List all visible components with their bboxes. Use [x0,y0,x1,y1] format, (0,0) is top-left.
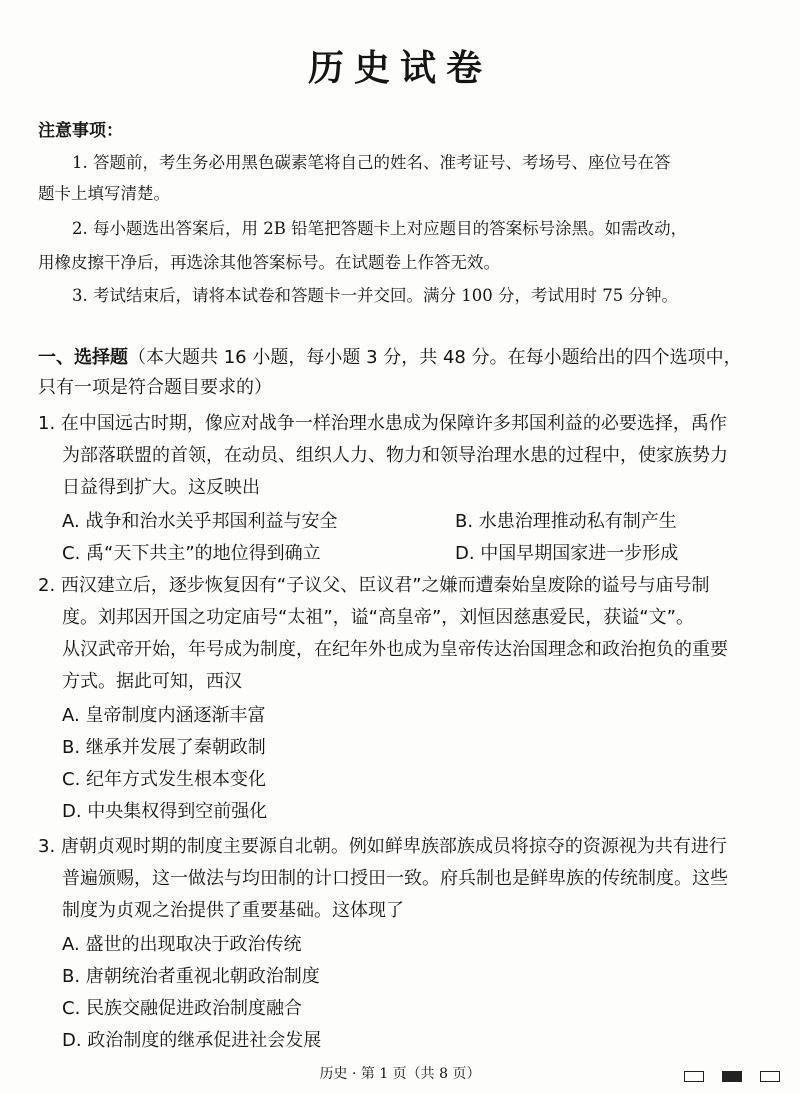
question-3-line: 制度为贞观之治提供了重要基础。这体现了 [62,900,404,921]
marker-box-empty-icon [760,1071,780,1082]
question-2-option-a[interactable]: A. 皇帝制度内涵逐渐丰富 [62,705,266,726]
question-1-line: 为部落联盟的首领，在动员、组织人力、物力和领导治理水患的过程中，使家族势力 [62,445,728,466]
section-description-line2: 只有一项是符合题目要求的） [38,377,272,398]
question-2-option-d[interactable]: D. 中央集权得到空前强化 [62,801,268,822]
question-3-option-a[interactable]: A. 盛世的出现取决于政治传统 [62,934,302,955]
question-2-line: 从汉武帝开始，年号成为制度，在纪年外也成为皇帝传达治国理念和政治抱负的重要 [62,639,728,660]
question-3-option-d[interactable]: D. 政治制度的继承促进社会发展 [62,1030,322,1051]
question-3-line: 3. 唐朝贞观时期的制度主要源自北朝。例如鲜卑族部族成员将掠夺的资源视为共有进行 [38,836,727,857]
question-1-option-a[interactable]: A. 战争和治水关乎邦国利益与安全 [62,511,338,532]
notice-line: 用橡皮擦干净后，再选涂其他答案标号。在试题卷上作答无效。 [38,253,500,272]
question-1-option-d[interactable]: D. 中国早期国家进一步形成 [455,543,679,564]
section-description: （本大题共 16 小题，每小题 3 分，共 48 分。在每小题给出的四个选项中， [128,347,742,368]
question-3-option-b[interactable]: B. 唐朝统治者重视北朝政治制度 [62,966,320,987]
question-2-line: 2. 西汉建立后，逐步恢复因有“子议父、臣议君”之嫌而遭秦始皇废除的谥号与庙号制 [38,575,710,596]
marker-box-empty-icon [684,1071,704,1082]
question-3-option-c[interactable]: C. 民族交融促进政治制度融合 [62,998,303,1019]
question-2-line: 方式。据此可知，西汉 [62,671,242,692]
question-1-option-c[interactable]: C. 禹“天下共主”的地位得到确立 [62,543,321,564]
question-1-line: 日益得到扩大。这反映出 [62,477,260,498]
question-2-option-c[interactable]: C. 纪年方式发生根本变化 [62,769,267,790]
section-heading: 一、选择题 [38,347,128,368]
notice-line: 1. 答题前，考生务必用黑色碳素笔将自己的姓名、准考证号、考场号、座位号在答 [72,153,671,172]
question-1-line: 1. 在中国远古时期，像应对战争一样治理水患成为保障许多邦国利益的必要选择，禹作 [38,413,727,434]
question-3-line: 普遍颁赐，这一做法与均田制的计口授田一致。府兵制也是鲜卑族的传统制度。这些 [62,868,728,889]
question-2-option-b[interactable]: B. 继承并发展了秦朝政制 [62,737,266,758]
notice-line: 3. 考试结束后，请将本试卷和答题卡一并交回。满分 100 分，考试用时 75 分钟。 [72,286,678,305]
notice-line: 题卡上填写清楚。 [38,184,170,203]
question-1-option-b[interactable]: B. 水患治理推动私有制产生 [455,511,677,532]
page-title: 历史试卷 [307,48,492,89]
page-footer: 历史 · 第 1 页（共 8 页） [319,1066,481,1082]
marker-box-filled-icon [722,1071,742,1082]
notice-line: 2. 每小题选出答案后，用 2B 铅笔把答题卡上对应题目的答案标号涂黑。如需改动， [72,219,688,238]
notice-heading: 注意事项： [38,121,123,141]
question-2-line: 度。刘邦因开国之功定庙号“太祖”，谥“高皇帝”，刘恒因慈惠爱民，获谥“文”。 [62,607,694,628]
section-heading-line [38,347,742,369]
